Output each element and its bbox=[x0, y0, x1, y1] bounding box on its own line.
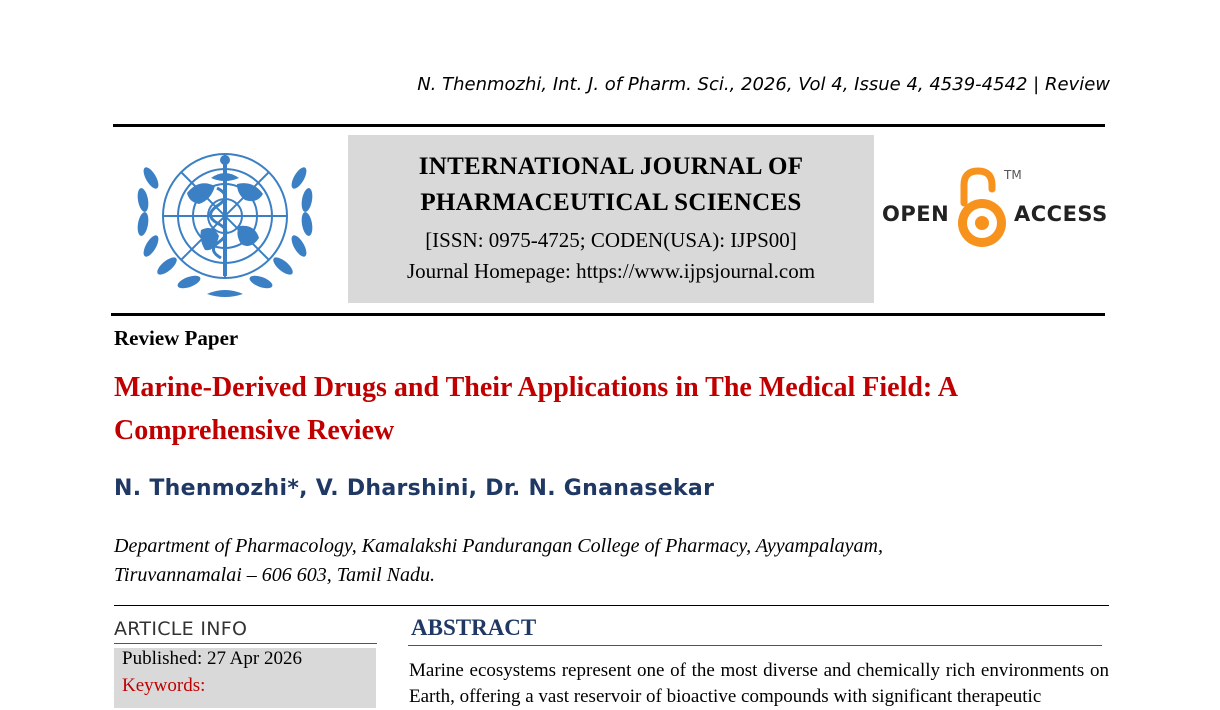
running-head: N. Thenmozhi, Int. J. of Pharm. Sci., 2026, Vol 4, Issue 4, 4539-4542 | Review bbox=[417, 74, 1110, 95]
open-access-word-left: OPEN bbox=[882, 202, 950, 226]
paper-type: Review Paper bbox=[114, 326, 239, 350]
article-info-box bbox=[114, 648, 376, 708]
abstract-heading: ABSTRACT bbox=[411, 615, 537, 640]
abstract-text: Marine ecosystems represent one of the most diverse and chemically rich environments on Earth, offering a vast reservoir of bioactive compounds with significant therapeutic bbox=[409, 660, 1109, 707]
journal-issn: [ISSN: 0975-4725; CODEN(USA): IJPS00] bbox=[425, 228, 797, 252]
header-rule-top bbox=[113, 124, 1105, 127]
journal-homepage: Journal Homepage: https://www.ijpsjournal.com bbox=[406, 259, 816, 283]
journal-banner bbox=[348, 135, 874, 303]
keywords-label: Keywords: bbox=[122, 675, 206, 696]
open-access-word-right: ACCESS bbox=[1014, 202, 1108, 226]
open-access-lock-icon bbox=[954, 165, 1010, 251]
section-divider bbox=[114, 605, 1109, 606]
author-affiliation: Department of Pharmacology, Kamalakshi Pandurangan College of Pharmacy, Ayyampalayam, Tiruvannamalai – 606 603, Tamil Nadu. bbox=[114, 535, 883, 586]
author-list: N. Thenmozhi*, V. Dharshini, Dr. N. Gnanasekar bbox=[114, 476, 715, 501]
article-title: Marine-Derived Drugs and Their Applications in The Medical Field: A Comprehensive Review bbox=[114, 372, 957, 446]
open-access-logo bbox=[880, 165, 1110, 255]
article-info-rule bbox=[114, 643, 377, 644]
trademark-label: TM bbox=[1004, 168, 1022, 182]
un-emblem-icon bbox=[127, 138, 323, 304]
header-rule-bottom bbox=[111, 313, 1105, 316]
journal-name-line1: INTERNATIONAL JOURNAL OF bbox=[418, 153, 804, 180]
abstract-rule bbox=[408, 645, 1102, 646]
article-info-heading: ARTICLE INFO bbox=[114, 618, 248, 640]
journal-name-line2: PHARMACEUTICAL SCIENCES bbox=[420, 189, 802, 216]
published-date: Published: 27 Apr 2026 bbox=[122, 648, 302, 669]
